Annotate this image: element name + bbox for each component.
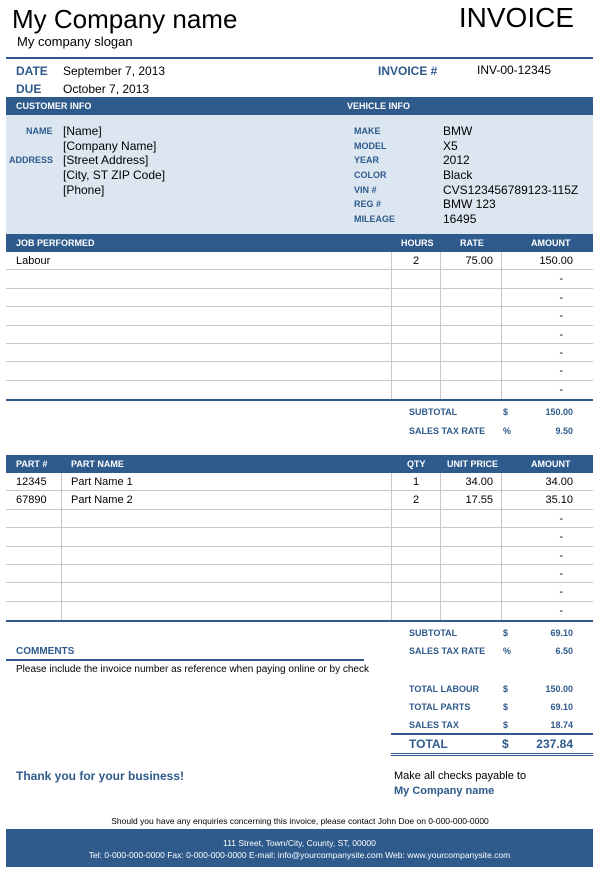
parts-table-header xyxy=(6,455,593,473)
grand-total-label: TOTAL xyxy=(409,737,448,751)
table-row xyxy=(6,270,593,288)
part-qty-cell[interactable] xyxy=(392,547,440,564)
table-row xyxy=(6,344,593,362)
job-amount-cell: - xyxy=(559,291,563,304)
table-row xyxy=(6,565,593,583)
column-divider xyxy=(391,473,392,620)
invoice-number-value: INV-00-12345 xyxy=(477,63,552,77)
part-price-cell[interactable] xyxy=(441,547,493,564)
part-qty-cell[interactable] xyxy=(392,528,440,545)
parts-tax-rate-unit: % xyxy=(503,646,512,656)
vehicle-field-value: Black xyxy=(443,168,473,182)
customer-line: [City, ST ZIP Code] xyxy=(63,168,166,182)
job-amount-cell: - xyxy=(559,273,563,286)
table-row xyxy=(6,583,593,601)
job-hours-cell[interactable] xyxy=(392,289,440,306)
footer-address: 111 Street, Town/City, County, ST, 00000 xyxy=(223,838,376,848)
table-row xyxy=(6,326,593,344)
job-hours-cell[interactable]: 2 xyxy=(412,255,420,267)
table-row xyxy=(6,491,593,509)
total-top-border xyxy=(391,733,593,735)
due-value: October 7, 2013 xyxy=(63,82,150,96)
job-desc-cell[interactable]: Labour xyxy=(16,255,51,267)
part-name-header: PART NAME xyxy=(71,459,124,469)
comments-divider xyxy=(6,659,364,661)
part-price-cell[interactable]: 17.55 xyxy=(465,494,493,507)
column-divider xyxy=(501,252,502,399)
part-amount-cell: - xyxy=(559,549,563,562)
total-parts-unit: $ xyxy=(503,702,509,712)
column-divider xyxy=(61,473,62,620)
job-rate-cell[interactable]: 75.00 xyxy=(465,255,493,267)
vehicle-field-label: VIN # xyxy=(354,185,377,195)
column-divider xyxy=(501,473,502,620)
table-row xyxy=(6,547,593,565)
vehicle-field-value: BMW xyxy=(443,124,473,138)
header-divider xyxy=(6,57,593,59)
job-rate-cell[interactable] xyxy=(441,362,493,379)
job-rate-cell[interactable] xyxy=(441,270,493,287)
job-rate-cell[interactable] xyxy=(441,289,493,306)
vehicle-info-title: VEHICLE INFO xyxy=(347,101,411,111)
total-bottom-border xyxy=(391,755,593,756)
part-price-cell[interactable]: 34.00 xyxy=(465,476,493,488)
table-row xyxy=(6,307,593,325)
table-row xyxy=(6,362,593,380)
job-tax-rate-value[interactable]: 9.50 xyxy=(555,426,573,436)
job-hours-cell[interactable] xyxy=(392,381,440,399)
table-row xyxy=(6,510,593,528)
vehicle-field-value: 16495 xyxy=(443,212,477,226)
comments-text[interactable]: Please include the invoice number as reference when paying online or by check xyxy=(16,664,369,675)
total-labour-value: 150.00 xyxy=(545,684,573,694)
total-labour-unit: $ xyxy=(503,684,509,694)
job-amount-cell: - xyxy=(559,310,563,323)
footer-band xyxy=(6,829,593,867)
vehicle-field-label: COLOR xyxy=(354,170,387,180)
part-amount-cell: - xyxy=(559,512,563,525)
parts-subtotal-unit: $ xyxy=(503,628,509,638)
part-amount-cell: - xyxy=(559,586,563,599)
job-rate-cell[interactable] xyxy=(441,307,493,324)
total-bottom-border xyxy=(391,753,593,754)
job-tax-rate-unit: % xyxy=(503,426,512,436)
customer-line: [Phone] xyxy=(63,183,105,197)
footer-contact: Tel: 0-000-000-0000 Fax: 0-000-000-0000 E-mail: info@yourcompanysite.com Web: www.yourcompanysite.com xyxy=(88,850,511,860)
thank-you-message: Thank you for your business! xyxy=(16,769,185,783)
part-name-cell[interactable]: Part Name 2 xyxy=(71,494,133,507)
table-row xyxy=(6,381,593,399)
comments-title: COMMENTS xyxy=(16,646,75,657)
job-table-header xyxy=(6,234,593,252)
grand-total-value: 237.84 xyxy=(536,737,573,751)
info-band xyxy=(6,97,593,115)
total-parts-value: 69.10 xyxy=(550,702,573,712)
company-slogan: My company slogan xyxy=(17,34,133,49)
total-labour-label: TOTAL LABOUR xyxy=(409,684,479,694)
part-number-cell[interactable]: 12345 xyxy=(16,476,47,488)
sales-tax-value: 18.74 xyxy=(550,720,573,730)
part-qty-header: QTY xyxy=(407,459,426,469)
invoice-number-label: INVOICE # xyxy=(378,64,438,78)
date-value: September 7, 2013 xyxy=(63,64,166,78)
job-rate-cell[interactable] xyxy=(441,381,493,399)
customer-line: [Name] xyxy=(63,124,102,138)
part-amount-cell: - xyxy=(559,531,563,544)
grand-total-unit: $ xyxy=(502,737,509,751)
vehicle-field-label: REG # xyxy=(354,199,382,209)
column-divider xyxy=(440,252,441,399)
job-hours-cell[interactable] xyxy=(392,326,440,343)
part-amount-cell: - xyxy=(559,604,563,617)
customer-info-title: CUSTOMER INFO xyxy=(16,101,92,111)
job-amount-cell: - xyxy=(559,383,563,396)
column-divider xyxy=(440,473,441,620)
customer-line: [Company Name] xyxy=(63,139,157,153)
parts-tax-rate-label: SALES TAX RATE xyxy=(409,646,486,656)
job-hours-cell[interactable] xyxy=(392,270,440,287)
part-number-cell[interactable]: 67890 xyxy=(16,494,47,507)
customer-address-label: ADDRESS xyxy=(9,155,54,165)
payable-company-name: My Company name xyxy=(394,785,495,797)
part-price-cell[interactable] xyxy=(441,602,493,620)
job-subtotal-value: 150.00 xyxy=(545,407,573,417)
date-label: DATE xyxy=(16,64,48,78)
job-hours-cell[interactable] xyxy=(392,362,440,379)
parts-tax-rate-value[interactable]: 6.50 xyxy=(555,646,573,656)
table-row xyxy=(6,289,593,307)
table-row xyxy=(6,602,593,620)
part-qty-cell[interactable]: 1 xyxy=(412,476,420,488)
part-price-cell[interactable] xyxy=(441,528,493,545)
job-amount-cell: 150.00 xyxy=(539,255,573,267)
job-rate-cell[interactable] xyxy=(441,326,493,343)
total-parts-label: TOTAL PARTS xyxy=(409,702,471,712)
job-table-bottom-border xyxy=(6,399,593,401)
part-price-cell[interactable] xyxy=(441,565,493,582)
part-amount-cell: - xyxy=(559,568,563,580)
part-amount-cell: 35.10 xyxy=(545,494,573,507)
table-row xyxy=(6,252,593,270)
vehicle-field-label: MODEL xyxy=(354,141,387,151)
part-qty-cell[interactable] xyxy=(392,583,440,600)
sales-tax-label: SALES TAX xyxy=(409,720,459,730)
job-desc-header: JOB PERFORMED xyxy=(16,238,95,248)
enquiry-note: Should you have any enquiries concerning this invoice, please contact John Doe on 0-000-000-0000 xyxy=(111,816,489,826)
part-amount-cell: 34.00 xyxy=(545,476,573,488)
part-qty-cell[interactable]: 2 xyxy=(412,494,420,507)
job-amount-cell: - xyxy=(559,347,563,359)
vehicle-field-label: MILEAGE xyxy=(354,214,396,224)
job-hours-cell[interactable] xyxy=(392,307,440,324)
job-subtotal-unit: $ xyxy=(503,407,509,417)
vehicle-field-label: YEAR xyxy=(354,155,380,165)
job-hours-header: HOURS xyxy=(401,238,434,248)
part-qty-cell[interactable] xyxy=(392,565,440,582)
job-subtotal-label: SUBTOTAL xyxy=(409,407,458,417)
vehicle-field-value: 2012 xyxy=(443,153,470,167)
parts-subtotal-label: SUBTOTAL xyxy=(409,628,458,638)
job-rate-cell[interactable] xyxy=(441,344,493,361)
part-price-cell[interactable] xyxy=(441,583,493,600)
table-row xyxy=(6,528,593,546)
vehicle-field-value: CVS123456789123-115Z xyxy=(443,183,579,197)
part-number-header: PART # xyxy=(16,459,48,469)
customer-line: [Street Address] xyxy=(63,153,149,167)
part-amount-header: AMOUNT xyxy=(531,459,571,469)
part-qty-cell[interactable] xyxy=(392,510,440,527)
job-hours-cell[interactable] xyxy=(392,344,440,361)
part-price-header: UNIT PRICE xyxy=(447,459,499,469)
document-title: INVOICE xyxy=(458,2,574,33)
sales-tax-unit: $ xyxy=(503,720,509,730)
vehicle-field-label: MAKE xyxy=(354,126,381,136)
job-amount-cell: - xyxy=(559,328,563,341)
due-label: DUE xyxy=(16,82,42,96)
part-price-cell[interactable] xyxy=(441,510,493,527)
info-box xyxy=(6,115,593,234)
job-rate-header: RATE xyxy=(460,238,484,248)
parts-subtotal-value: 69.10 xyxy=(550,628,573,638)
parts-table-bottom-border xyxy=(6,620,593,622)
vehicle-field-value: X5 xyxy=(443,139,458,153)
part-qty-cell[interactable] xyxy=(392,602,440,620)
customer-name-label: NAME xyxy=(26,126,53,136)
table-row xyxy=(6,473,593,491)
job-amount-cell: - xyxy=(559,365,563,378)
vehicle-field-value: BMW 123 xyxy=(443,197,496,211)
company-name: My Company name xyxy=(12,4,238,34)
job-tax-rate-label: SALES TAX RATE xyxy=(409,426,486,436)
job-amount-header: AMOUNT xyxy=(531,238,571,248)
column-divider xyxy=(391,252,392,399)
payable-text: Make all checks payable to xyxy=(394,770,527,782)
part-name-cell[interactable]: Part Name 1 xyxy=(71,476,133,488)
